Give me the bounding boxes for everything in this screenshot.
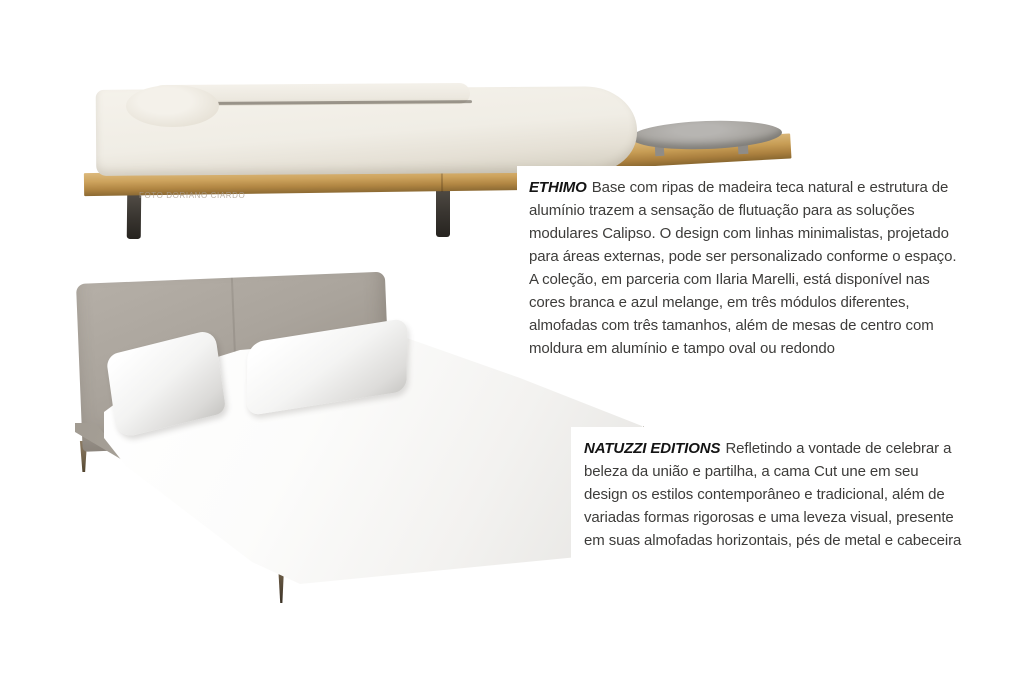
caption-line: A coleção, em parceria com Ilaria Marelli, está disponível nas — [529, 271, 930, 288]
caption-line: variadas formas rigorosas e uma leveza visual, presente — [584, 509, 954, 526]
caption-ethimo — [517, 166, 977, 372]
photo-credit: FOTO DORIANO CIARDO — [139, 191, 246, 200]
caption-line: modulares Calipso. O design com linhas minimalistas, projetado — [529, 225, 949, 242]
brand-name-natuzzi: NATUZZI EDITIONS — [584, 440, 721, 457]
caption-line: almofadas com três tamanhos, além de mesas de centro com — [529, 317, 934, 334]
caption-line: beleza da união e partilha, a cama Cut une em seu — [584, 463, 919, 480]
brand-name-ethimo: ETHIMO — [529, 179, 587, 196]
caption-line: moldura em alumínio e tampo oval ou redondo — [529, 340, 835, 357]
caption-line — [529, 176, 977, 199]
daybed-platform-joint — [441, 171, 443, 192]
caption-line: em suas almofadas horizontais, pés de metal e cabeceira — [584, 532, 962, 549]
caption-text: Refletindo a vontade de celebrar a — [725, 440, 952, 457]
caption-line: alumínio trazem a sensação de flutuação para as soluções — [529, 202, 915, 219]
caption-line — [584, 437, 986, 460]
caption-line: cores branca e azul melange, em três módulos diferentes, — [529, 294, 910, 311]
caption-line: design os estilos contemporâneo e tradicional, além de — [584, 486, 945, 503]
daybed-bolster-end-cap — [126, 85, 219, 127]
caption-natuzzi — [571, 427, 986, 569]
caption-line: para áreas externas, pode ser personalizado conforme o espaço. — [529, 248, 957, 265]
caption-text: Base com ripas de madeira teca natural e estrutura de — [591, 179, 949, 196]
